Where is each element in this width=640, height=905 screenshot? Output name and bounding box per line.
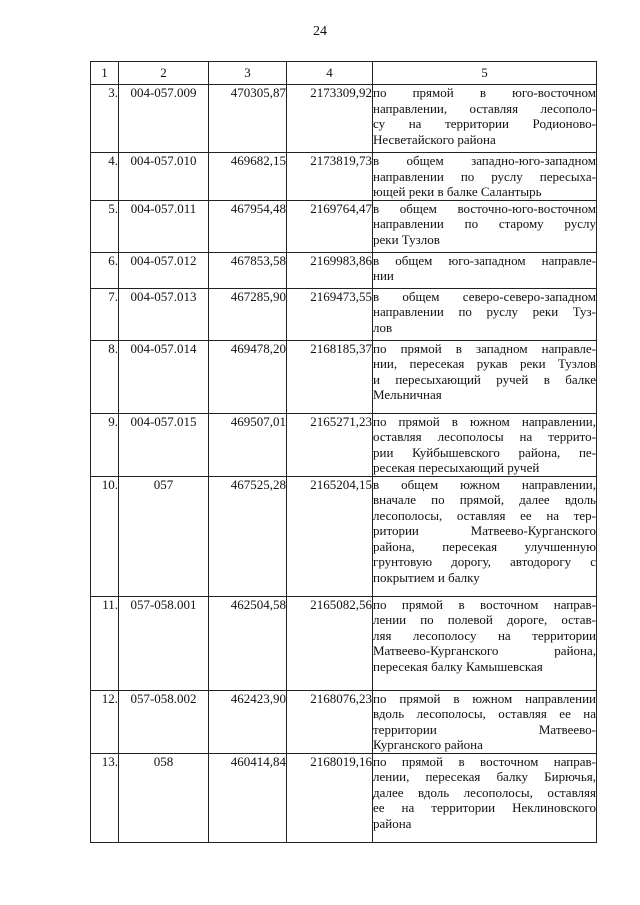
page-number: 24: [313, 24, 327, 39]
description-line: по прямой в южном направлении: [373, 690, 596, 706]
coord-y: 2165082,56: [287, 596, 373, 690]
description-line: по прямой в восточном направ-: [373, 596, 596, 612]
description-line: района, пересекая улучшенную: [373, 538, 596, 554]
row-number: 8.: [91, 340, 119, 413]
description-line: территории Матвеево-: [373, 721, 596, 737]
table-row: [91, 288, 597, 340]
table-row: [91, 596, 597, 690]
description-line: направлении, оставляя лесополо-: [373, 100, 596, 116]
description-line: лесополосы, оставляя ее на тер-: [373, 507, 596, 523]
point-code: 057-058.001: [119, 596, 209, 690]
description-line: реки Тузлов: [373, 231, 440, 247]
description-line: района: [373, 815, 412, 831]
header-col-5: 5: [373, 62, 597, 85]
coord-x: 462504,58: [209, 596, 287, 690]
point-code: 004-057.010: [119, 153, 209, 201]
description-line: по прямой в южном направлении,: [373, 413, 596, 429]
description-line: по прямой в восточном направ-: [373, 753, 596, 769]
description-line: по прямой в западном направле-: [373, 340, 596, 356]
table-row: [91, 413, 597, 476]
boundary-description: [373, 153, 597, 201]
coord-y: 2168019,16: [287, 753, 373, 842]
table-row: [91, 85, 597, 153]
description-line: ляя лесополосу на территории: [373, 627, 596, 643]
description-line: вдоль лесополосы, оставляя ее на: [373, 706, 596, 721]
description-line: направлении по руслу реки Туз-: [373, 304, 596, 319]
description-line: и пересыхающий ручей в балке: [373, 371, 596, 387]
row-number: 4.: [91, 153, 119, 201]
coord-x: 467853,58: [209, 252, 287, 288]
point-code: 004-057.009: [119, 85, 209, 153]
description-line: пересекая балку Камышевская: [373, 658, 543, 674]
point-code: 057-058.002: [119, 690, 209, 753]
boundary-description: [373, 288, 597, 340]
coord-x: 467285,90: [209, 288, 287, 340]
description-line: Несветайского района: [373, 131, 496, 147]
point-code: 004-057.013: [119, 288, 209, 340]
description-line: Мельничная: [373, 387, 442, 402]
description-line: лении по полевой дороге, остав-: [373, 612, 596, 627]
coord-x: 470305,87: [209, 85, 287, 153]
row-number: 3.: [91, 85, 119, 153]
description-line: ресекая пересыхающий ручей: [373, 460, 540, 475]
coord-y: 2168185,37: [287, 340, 373, 413]
boundary-description: [373, 200, 597, 252]
coord-y: 2169764,47: [287, 200, 373, 252]
table-row: [91, 252, 597, 288]
coord-y: 2169983,86: [287, 252, 373, 288]
coord-x: 467954,48: [209, 200, 287, 252]
row-number: 9.: [91, 413, 119, 476]
description-line: по прямой в юго-восточном: [373, 85, 596, 100]
boundary-description: [373, 85, 597, 153]
description-line: в общем юго-западном направле-: [373, 252, 596, 268]
table-row: [91, 753, 597, 842]
coord-y: 2165271,23: [287, 413, 373, 476]
row-number: 5.: [91, 200, 119, 252]
description-line: су на территории Родионово-: [373, 116, 596, 131]
description-line: направлении по старому руслу: [373, 216, 596, 231]
boundary-description: [373, 690, 597, 753]
description-line: в общем южном направлении,: [373, 476, 596, 492]
coord-x: 467525,28: [209, 476, 287, 596]
point-code: 004-057.012: [119, 252, 209, 288]
boundary-description: [373, 413, 597, 476]
description-line: оставляя лесополосы на террито-: [373, 429, 596, 444]
description-line: в общем западно-юго-западном: [373, 153, 596, 168]
table-row: [91, 340, 597, 413]
description-line: лов: [373, 319, 393, 335]
coord-y: 2165204,15: [287, 476, 373, 596]
description-line: нии, пересекая рукав реки Тузлов: [373, 356, 596, 371]
description-line: покрытием и балку: [373, 569, 480, 585]
row-number: 7.: [91, 288, 119, 340]
table-row: [91, 476, 597, 596]
description-line: направлении по руслу пересыха-: [373, 168, 596, 184]
table-row: [91, 690, 597, 753]
boundary-description: [373, 340, 597, 413]
coord-x: 469682,15: [209, 153, 287, 201]
header-col-1: 1: [91, 62, 119, 85]
row-number: 12.: [91, 690, 119, 753]
coord-y: 2169473,55: [287, 288, 373, 340]
description-line: лении, пересекая балку Бирючья,: [373, 769, 596, 784]
boundary-description: [373, 476, 597, 596]
row-number: 10.: [91, 476, 119, 596]
description-line: Курганского района: [373, 737, 483, 752]
description-line: в общем северо-северо-западном: [373, 288, 596, 304]
description-line: рии Куйбышевского района, пе-: [373, 444, 596, 460]
description-line: ющей реки в балке Салантырь: [373, 184, 542, 199]
coord-y: 2173309,92: [287, 85, 373, 153]
description-line: далее вдоль лесополосы, оставляя: [373, 784, 596, 800]
description-line: вначале по прямой, далее вдоль: [373, 492, 596, 507]
point-code: 004-057.015: [119, 413, 209, 476]
coord-y: 2173819,73: [287, 153, 373, 201]
coord-x: 460414,84: [209, 753, 287, 842]
coord-y: 2168076,23: [287, 690, 373, 753]
table-header-row: [91, 62, 597, 85]
row-number: 11.: [91, 596, 119, 690]
header-col-2: 2: [119, 62, 209, 85]
description-line: ее на территории Неклиновского: [373, 800, 596, 815]
point-code: 004-057.011: [119, 200, 209, 252]
description-line: ритории Матвеево-Курганского: [373, 523, 596, 538]
description-line: нии: [373, 268, 394, 283]
boundary-description: [373, 753, 597, 842]
coord-x: 469478,20: [209, 340, 287, 413]
point-code: 004-057.014: [119, 340, 209, 413]
coord-x: 469507,01: [209, 413, 287, 476]
row-number: 13.: [91, 753, 119, 842]
point-code: 058: [119, 753, 209, 842]
header-col-4: 4: [287, 62, 373, 85]
boundary-description: [373, 596, 597, 690]
table-body: [91, 85, 597, 843]
description-line: Матвеево-Курганского района,: [373, 643, 596, 658]
table-row: [91, 200, 597, 252]
point-code: 057: [119, 476, 209, 596]
coord-x: 462423,90: [209, 690, 287, 753]
boundary-table: [90, 61, 597, 843]
description-line: грунтовую дорогу, автодорогу с: [373, 554, 596, 569]
description-line: в общем восточно-юго-восточном: [373, 200, 596, 216]
header-col-3: 3: [209, 62, 287, 85]
row-number: 6.: [91, 252, 119, 288]
table-row: [91, 153, 597, 201]
boundary-description: [373, 252, 597, 288]
